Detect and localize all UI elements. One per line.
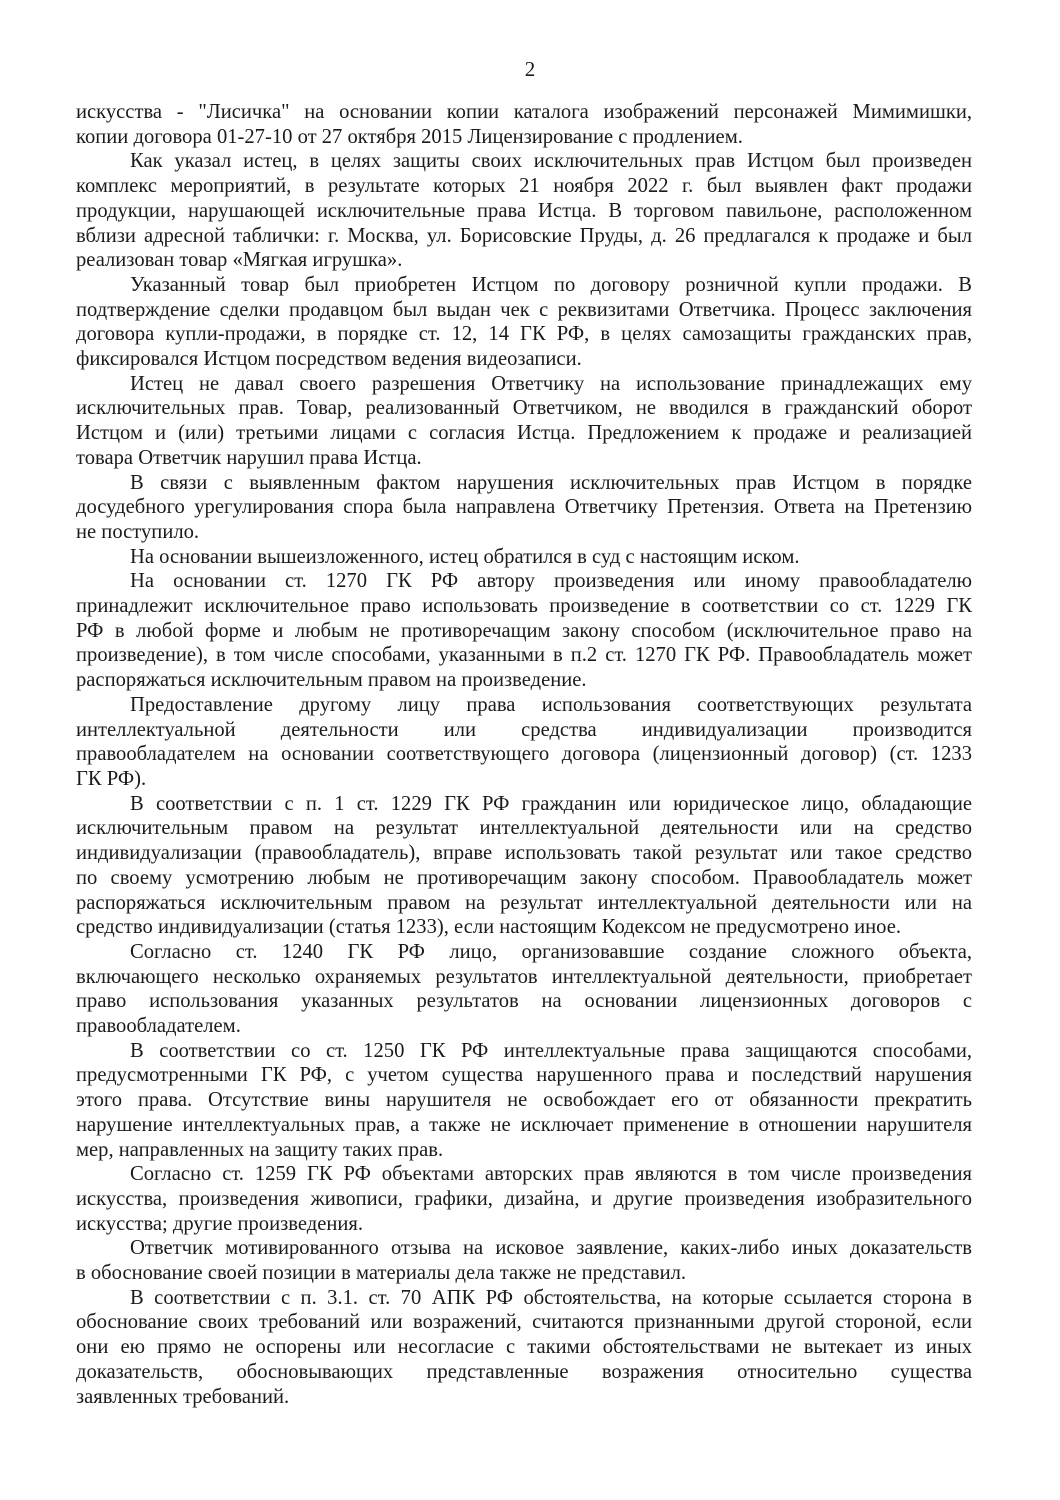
- text-line: копии договора 01-27-10 от 27 октября 2015 Лицензирование с продлением.: [76, 125, 743, 148]
- text-line: этого права. Отсутствие вины нарушителя не освобождает его от обязанности прекратить: [76, 1089, 972, 1112]
- paragraph: [76, 1039, 972, 1163]
- text-line: интеллектуальной деятельности или средства индивидуализации производится: [76, 718, 972, 741]
- paragraph: [76, 693, 972, 792]
- paragraph: [76, 545, 972, 570]
- text-line: исключительным правом на результат интеллектуальной деятельности или на средство: [76, 817, 972, 840]
- text-line: В соответствии с п. 3.1. ст. 70 АПК РФ обстоятельства, на которые ссылается сторона в: [130, 1286, 972, 1309]
- paragraph: [76, 1236, 972, 1285]
- text-line: обоснование своих требований или возражений, считаются признанными другой стороной, если: [76, 1311, 972, 1334]
- text-line: искусства - "Лисичка" на основании копии каталога изображений персонажей Мимимишки,: [76, 101, 972, 123]
- text-line: В связи с выявленным фактом нарушения исключительных прав Истцом в порядке: [130, 471, 972, 494]
- text-line: Предоставление другому лицу права использования соответствующих результата: [130, 693, 972, 716]
- paragraph: [76, 471, 972, 545]
- paragraph: [76, 149, 972, 273]
- text-line: искусства, произведения живописи, графики, дизайна, и другие произведения изобразительного: [76, 1187, 972, 1210]
- text-line: Согласно ст. 1259 ГК РФ объектами авторских прав являются в том числе произведения: [130, 1163, 972, 1186]
- paragraph: [76, 1162, 972, 1236]
- text-line: в обоснование своей позиции в материалы дела также не представил.: [76, 1262, 687, 1285]
- text-line: не поступило.: [76, 520, 200, 543]
- text-line: включающего несколько охраняемых результатов интеллектуальной деятельности, приобретает: [76, 965, 972, 988]
- text-line: искусства; другие произведения.: [76, 1212, 363, 1235]
- text-line: Указанный товар был приобретен Истцом по договору розничной купли продажи. В: [130, 273, 972, 296]
- text-line: по своему усмотрению любым не противоречащим закону способом. Правообладатель может: [76, 866, 972, 889]
- text-line: фиксировался Истцом посредством ведения видеозаписи.: [76, 348, 582, 371]
- text-line: комплекс мероприятий, в результате которых 21 ноября 2022 г. был выявлен факт продажи: [76, 175, 972, 198]
- text-line: распоряжаться исключительным правом на результат интеллектуальной деятельности или на: [76, 891, 972, 914]
- text-line: произведение), в том числе способами, указанными в п.2 ст. 1270 ГК РФ. Правообладатель может: [76, 644, 972, 667]
- text-line: они ею прямо не оспорены или несогласие с такими обстоятельствами не вытекает из иных: [76, 1336, 972, 1359]
- text-line: правообладателем на основании соответствующего договора (лицензионный договор) (ст. 1233: [76, 743, 972, 766]
- text-line: средство индивидуализации (статья 1233), если настоящим Кодексом не предусмотрено иное.: [76, 916, 902, 939]
- text-line: реализован товар «Мягкая игрушка».: [76, 249, 403, 272]
- text-line: мер, направленных на защиту таких прав.: [76, 1138, 444, 1161]
- text-line: В соответствии с п. 1 ст. 1229 ГК РФ гражданин или юридическое лицо, обладающие: [130, 792, 972, 815]
- text-line: доказательств, обосновывающих представленные возражения относительно существа: [76, 1360, 972, 1383]
- page-number: 2: [524, 57, 536, 81]
- text-line: договора купли-продажи, в порядке ст. 12, 14 ГК РФ, в целях самозащиты гражданских прав,: [76, 323, 972, 346]
- text-line: вблизи адресной таблички: г. Москва, ул. Борисовские Пруды, д. 26 предлагался к продаже и был: [76, 224, 972, 247]
- text-line: Ответчик мотивированного отзыва на исковое заявление, каких-либо иных доказательств: [130, 1237, 972, 1260]
- text-line: распоряжаться исключительным правом на произведение.: [76, 669, 587, 692]
- text-line: заявленных требований.: [76, 1385, 290, 1408]
- text-line: подтверждение сделки продавцом был выдан чек с реквизитами Ответчика. Процесс заключения: [76, 298, 972, 321]
- text-line: Истцом и (или) третьими лицами с согласия Истца. Предложением к продаже и реализацией: [76, 422, 972, 445]
- text-line: досудебного урегулирования спора была направлена Ответчику Претензия. Ответа на Претензию: [76, 496, 972, 519]
- text-line: принадлежит исключительное право использовать произведение в соответствии со ст. 1229 ГК: [76, 595, 972, 618]
- paragraph: [76, 569, 972, 693]
- text-line: На основании ст. 1270 ГК РФ автору произведения или иному правообладателю: [130, 570, 972, 593]
- text-line: предусмотренными ГК РФ, с учетом существа нарушенного права и последствий нарушения: [76, 1064, 972, 1087]
- paragraph: [76, 1286, 972, 1410]
- paragraph: [76, 372, 972, 471]
- paragraph: [76, 100, 972, 149]
- text-line: На основании вышеизложенного, истец обратился в суд с настоящим иском.: [130, 545, 800, 568]
- text-line: Как указал истец, в целях защиты своих исключительных прав Истцом был произведен: [130, 150, 972, 173]
- document-body: [76, 100, 972, 1409]
- paragraph: [76, 273, 972, 372]
- text-line: ГК РФ).: [76, 767, 147, 790]
- paragraph: [76, 792, 972, 940]
- text-line: право использования указанных результатов на основании лицензионных договоров с: [76, 990, 972, 1013]
- text-line: индивидуализации (правообладатель), вправе использовать такой результат или такое средство: [76, 842, 972, 865]
- text-line: РФ в любой форме и любым не противоречащим закону способом (исключительное право на: [76, 619, 972, 642]
- text-line: Согласно ст. 1240 ГК РФ лицо, организовавшие создание сложного объекта,: [130, 940, 972, 963]
- text-line: товара Ответчик нарушил права Истца.: [76, 446, 422, 469]
- text-line: исключительных прав. Товар, реализованный Ответчиком, не вводился в гражданский оборот: [76, 397, 972, 420]
- text-line: Истец не давал своего разрешения Ответчику на использование принадлежащих ему: [130, 372, 972, 395]
- text-line: правообладателем.: [76, 1015, 241, 1038]
- text-line: продукции, нарушающей исключительные права Истца. В торговом павильоне, расположенном: [76, 199, 972, 222]
- paragraph: [76, 940, 972, 1039]
- text-line: нарушение интеллектуальных прав, а также не исключает применение в отношении нарушителя: [76, 1113, 972, 1136]
- text-line: В соответствии со ст. 1250 ГК РФ интеллектуальные права защищаются способами,: [130, 1039, 972, 1062]
